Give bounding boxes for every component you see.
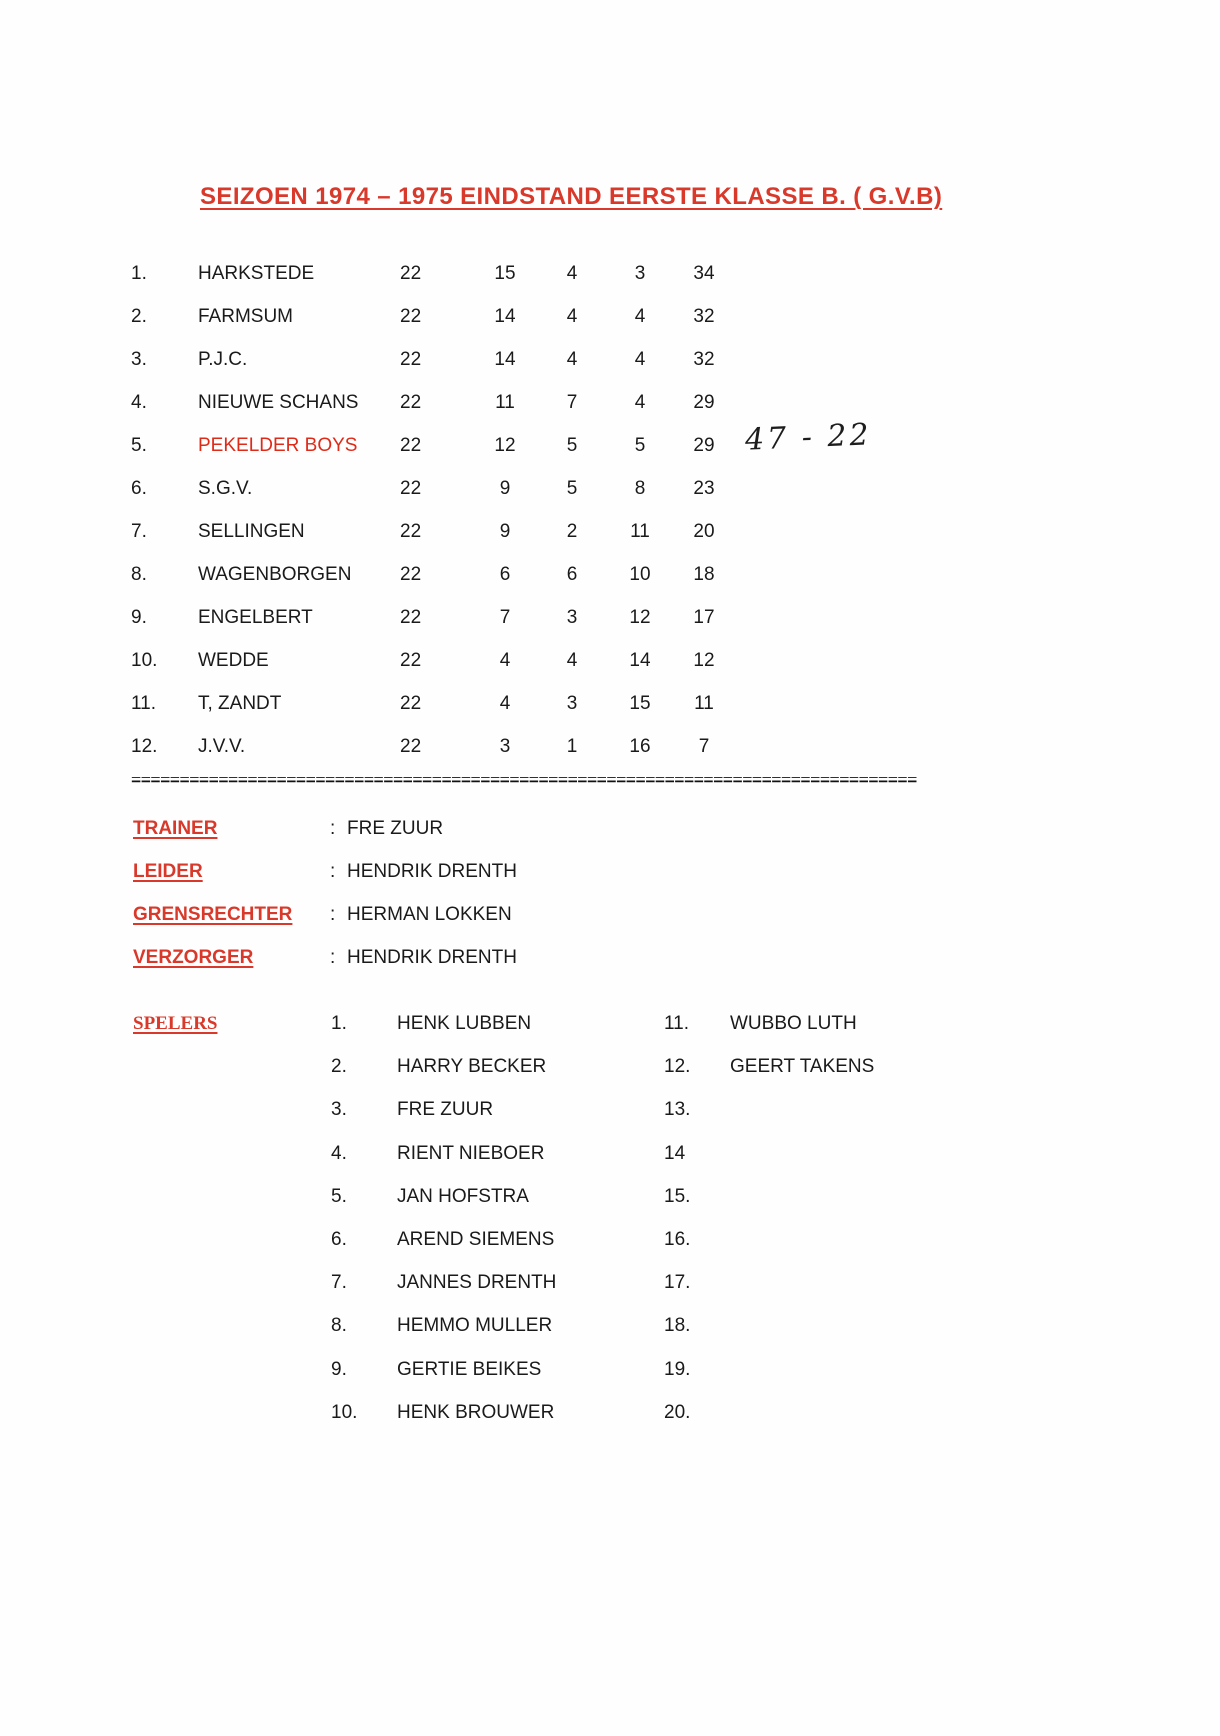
standings-lost: 14 [629, 649, 651, 671]
player-name: GERTIE BEIKES [397, 1358, 542, 1380]
standings-won: 6 [499, 563, 511, 585]
player-number: 15. [664, 1185, 691, 1207]
standings-team: P.J.C. [198, 348, 248, 370]
staff-person-name: HERMAN LOKKEN [347, 904, 512, 925]
standings-played: 22 [400, 434, 422, 456]
player-list-item [664, 1056, 874, 1099]
standings-rank: 5. [131, 434, 147, 456]
staff-person-name: HENDRIK DRENTH [347, 947, 517, 968]
standings-played: 22 [400, 520, 422, 542]
player-number: 10. [331, 1401, 358, 1423]
standings-rank: 12. [131, 735, 158, 757]
staff-colon: : [330, 947, 336, 968]
player-number: 2. [331, 1056, 347, 1078]
standings-played: 22 [400, 563, 422, 585]
player-list-item [664, 1186, 874, 1229]
standings-rank: 7. [131, 520, 147, 542]
player-number: 19. [664, 1358, 691, 1380]
standings-points: 29 [693, 434, 715, 456]
standings-rank: 8. [131, 563, 147, 585]
standings-played: 22 [400, 735, 422, 757]
standings-won: 15 [494, 262, 516, 284]
staff-row [133, 904, 517, 947]
standings-played: 22 [400, 477, 422, 499]
player-name: JAN HOFSTRA [397, 1185, 529, 1207]
standings-drawn: 3 [566, 692, 578, 714]
standings-drawn: 7 [566, 391, 578, 413]
standings-points: 20 [693, 520, 715, 542]
standings-won: 14 [494, 348, 516, 370]
standings-lost: 15 [629, 692, 651, 714]
standings-drawn: 5 [566, 477, 578, 499]
standings-team: HARKSTEDE [198, 262, 315, 284]
standings-points: 7 [698, 735, 710, 757]
standings-lost: 3 [634, 262, 646, 284]
standings-points: 11 [694, 692, 714, 714]
player-number: 16. [664, 1228, 691, 1250]
player-name: AREND SIEMENS [397, 1228, 555, 1250]
standings-played: 22 [400, 391, 422, 413]
standings-team: S.G.V. [198, 477, 253, 499]
staff-role-label: LEIDER [133, 861, 203, 882]
standings-won: 14 [494, 305, 516, 327]
player-number: 5. [331, 1185, 347, 1207]
standings-table-body [131, 252, 734, 768]
player-number: 14 [664, 1142, 686, 1164]
staff-person-name: HENDRIK DRENTH [347, 861, 517, 882]
standings-rank: 1. [131, 262, 147, 284]
standings-won: 4 [499, 649, 511, 671]
player-name: FRE ZUUR [397, 1099, 494, 1121]
standings-points: 17 [693, 606, 715, 628]
standings-table [131, 252, 734, 768]
standings-team: WAGENBORGEN [198, 563, 352, 585]
staff-colon: : [330, 861, 336, 882]
player-number: 9. [331, 1358, 347, 1380]
player-name: HENK BROUWER [397, 1401, 555, 1423]
handwritten-goal-note: 47 - 22 [744, 417, 873, 458]
standings-played: 22 [400, 305, 422, 327]
standings-drawn: 5 [566, 434, 578, 456]
player-list-item [664, 1013, 874, 1056]
standings-won: 9 [499, 520, 511, 542]
player-number: 20. [664, 1401, 691, 1423]
standings-team: SELLINGEN [198, 520, 305, 542]
standings-played: 22 [400, 692, 422, 714]
player-name: GEERT TAKENS [730, 1056, 875, 1078]
standings-lost: 4 [634, 391, 646, 413]
page-title: SEIZOEN 1974 – 1975 EINDSTAND EERSTE KLASSE B. ( G.V.B) [200, 183, 943, 210]
player-list-item [664, 1315, 874, 1358]
player-name: JANNES DRENTH [397, 1272, 557, 1294]
table-row [131, 596, 734, 639]
standings-rank: 10. [131, 649, 158, 671]
player-number: 6. [331, 1228, 347, 1250]
table-row [131, 510, 734, 553]
table-row [131, 338, 734, 381]
player-name: HEMMO MULLER [397, 1315, 553, 1337]
player-list-item [331, 1229, 556, 1272]
players-section-label: SPELERS [133, 1013, 218, 1034]
standings-points: 23 [693, 477, 715, 499]
standings-lost: 10 [629, 563, 651, 585]
player-number: 4. [331, 1142, 347, 1164]
section-divider: ================================================================================= [131, 777, 917, 787]
standings-drawn: 4 [566, 348, 578, 370]
player-number: 8. [331, 1315, 347, 1337]
staff-role-label: TRAINER [133, 818, 218, 839]
table-row [131, 381, 734, 424]
player-number: 18. [664, 1315, 691, 1337]
players-column-left [331, 1013, 556, 1445]
standings-team: PEKELDER BOYS [198, 434, 358, 456]
player-list-item [331, 1402, 556, 1445]
player-list-item [331, 1013, 556, 1056]
player-name: RIENT NIEBOER [397, 1142, 545, 1164]
player-number: 11. [664, 1013, 690, 1034]
table-row [131, 252, 734, 295]
standings-points: 32 [693, 348, 715, 370]
player-list-item [331, 1315, 556, 1358]
player-list-item [331, 1143, 556, 1186]
player-number: 13. [664, 1099, 691, 1121]
table-row [131, 639, 734, 682]
standings-points: 32 [693, 305, 715, 327]
standings-rank: 11. [131, 692, 157, 714]
standings-lost: 8 [634, 477, 646, 499]
standings-points: 29 [693, 391, 715, 413]
player-number: 17. [664, 1272, 691, 1294]
player-list-item [664, 1099, 874, 1142]
staff-role-label: GRENSRECHTER [133, 904, 293, 925]
player-list-item [664, 1359, 874, 1402]
table-row [131, 682, 734, 725]
staff-list [133, 818, 517, 990]
standings-won: 9 [499, 477, 511, 499]
player-name: WUBBO LUTH [730, 1013, 857, 1034]
standings-team: ENGELBERT [198, 606, 313, 628]
standings-rank: 4. [131, 391, 147, 413]
standings-team: FARMSUM [198, 305, 293, 327]
player-list-item [664, 1272, 874, 1315]
table-row [131, 553, 734, 596]
standings-played: 22 [400, 649, 422, 671]
player-name: HARRY BECKER [397, 1056, 547, 1078]
standings-rank: 3. [131, 348, 147, 370]
player-list-item [331, 1099, 556, 1142]
standings-won: 4 [499, 692, 511, 714]
standings-played: 22 [400, 606, 422, 628]
standings-won: 7 [499, 606, 511, 628]
player-list-item [664, 1143, 874, 1186]
standings-drawn: 6 [566, 563, 578, 585]
standings-drawn: 3 [566, 606, 578, 628]
player-list-item [331, 1186, 556, 1229]
standings-lost: 12 [629, 606, 651, 628]
standings-won: 12 [494, 434, 516, 456]
standings-won: 11 [495, 391, 515, 413]
staff-colon: : [330, 818, 336, 839]
standings-lost: 4 [634, 348, 646, 370]
standings-lost: 4 [634, 305, 646, 327]
player-list-item [664, 1229, 874, 1272]
standings-lost: 11 [630, 520, 650, 542]
table-row [131, 725, 734, 768]
standings-rank: 6. [131, 477, 147, 499]
player-number: 3. [331, 1099, 347, 1121]
standings-team: NIEUWE SCHANS [198, 391, 359, 413]
player-list-item [331, 1359, 556, 1402]
standings-lost: 5 [634, 434, 646, 456]
staff-row [133, 818, 517, 861]
player-number: 12. [664, 1056, 691, 1078]
table-row [131, 295, 734, 338]
standings-drawn: 4 [566, 305, 578, 327]
standings-drawn: 1 [566, 735, 578, 757]
staff-person-name: FRE ZUUR [347, 818, 444, 839]
player-number: 7. [331, 1272, 347, 1294]
staff-role-label: VERZORGER [133, 947, 254, 968]
standings-won: 3 [499, 735, 511, 757]
player-name: HENK LUBBEN [397, 1013, 532, 1034]
standings-points: 12 [693, 649, 715, 671]
standings-team: WEDDE [198, 649, 269, 671]
players-column-right [664, 1013, 874, 1445]
player-list-item [331, 1272, 556, 1315]
standings-lost: 16 [629, 735, 651, 757]
player-list-item [664, 1402, 874, 1445]
standings-points: 34 [693, 262, 715, 284]
table-row [131, 424, 734, 467]
standings-points: 18 [693, 563, 715, 585]
standings-team: J.V.V. [198, 735, 246, 757]
standings-drawn: 2 [566, 520, 578, 542]
standings-rank: 9. [131, 606, 147, 628]
staff-row [133, 947, 517, 990]
standings-drawn: 4 [566, 649, 578, 671]
table-row [131, 467, 734, 510]
staff-row [133, 861, 517, 904]
player-list-item [331, 1056, 556, 1099]
standings-team: T, ZANDT [198, 692, 282, 714]
standings-drawn: 4 [566, 262, 578, 284]
standings-rank: 2. [131, 305, 147, 327]
standings-played: 22 [400, 348, 422, 370]
player-number: 1. [331, 1013, 347, 1034]
standings-played: 22 [400, 262, 422, 284]
staff-colon: : [330, 904, 336, 925]
